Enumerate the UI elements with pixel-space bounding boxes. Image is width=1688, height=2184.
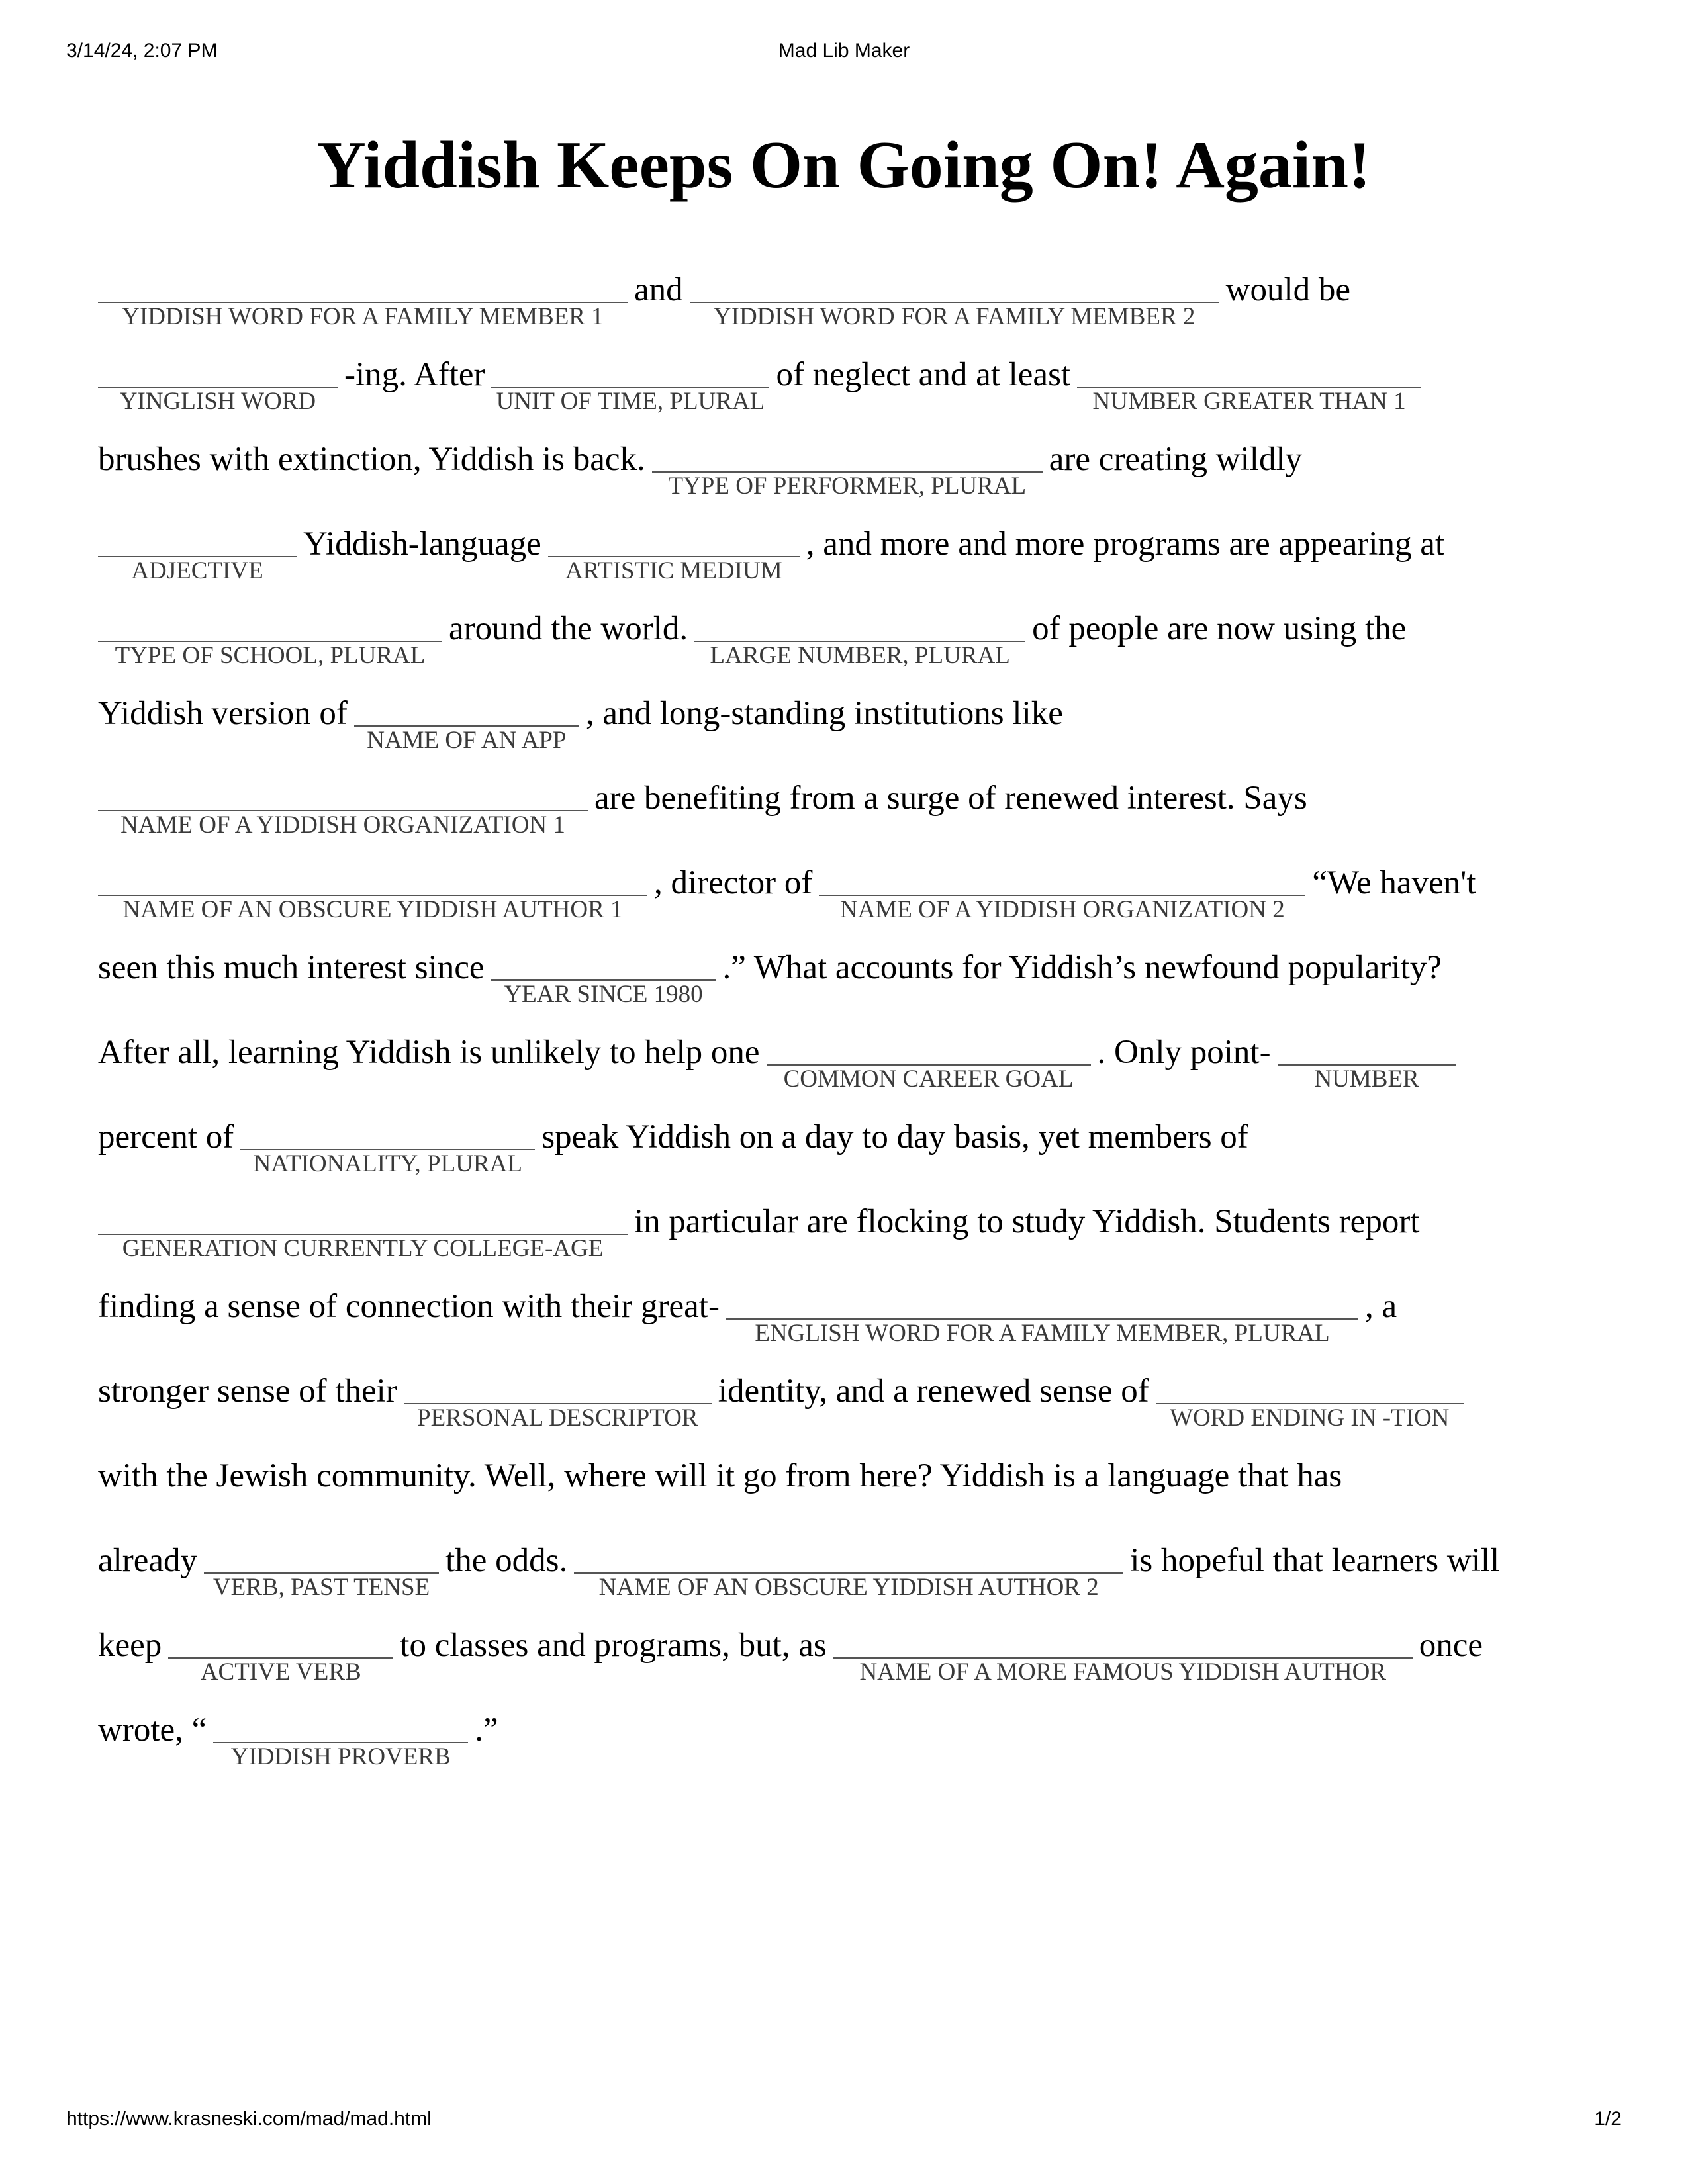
print-page-number: 1/2 — [1594, 2108, 1622, 2130]
story-line — [98, 1105, 1594, 1190]
story-line — [98, 851, 1594, 936]
blank-word-ending-in-tion[interactable] — [1156, 1359, 1464, 1432]
blank-label: GENERATION CURRENTLY COLLEGE-AGE — [122, 1235, 604, 1262]
story-line — [98, 1359, 1594, 1444]
story-text: , a — [1364, 1288, 1397, 1325]
story-text: around the world. — [449, 610, 688, 647]
story-text: finding a sense of connection with their great- — [98, 1288, 720, 1325]
blank-yiddish-organization-1[interactable] — [98, 766, 588, 839]
blank-label: NAME OF A YIDDISH ORGANIZATION 2 — [839, 896, 1285, 923]
story-text: , director of — [654, 864, 813, 901]
blank-english-family-member[interactable] — [726, 1275, 1358, 1347]
blank-type-of-school[interactable] — [98, 597, 442, 670]
story-text: the odds. — [445, 1542, 568, 1579]
page-title: Yiddish Keeps On Going On! Again! — [317, 128, 1371, 203]
blank-yiddish-proverb[interactable] — [213, 1698, 468, 1771]
story-line — [98, 1190, 1594, 1275]
blank-adjective[interactable] — [98, 512, 297, 585]
blank-label: TYPE OF SCHOOL, PLURAL — [115, 642, 426, 669]
blank-obscure-author-2[interactable] — [574, 1529, 1123, 1602]
blank-yinglish-word[interactable] — [98, 343, 338, 416]
blank-large-number[interactable] — [694, 597, 1025, 670]
blank-name-of-app[interactable] — [354, 682, 579, 754]
blank-family-member-2[interactable] — [690, 258, 1219, 331]
story-text: stronger sense of their — [98, 1373, 397, 1410]
story-text: brushes with extinction, Yiddish is back. — [98, 441, 645, 478]
story-text: would be — [1225, 271, 1351, 308]
blank-nationality[interactable] — [240, 1105, 535, 1178]
story-line — [98, 1698, 1594, 1783]
blank-number-greater-than-1[interactable] — [1077, 343, 1421, 416]
blank-label: ENGLISH WORD FOR A FAMILY MEMBER, PLURAL — [755, 1320, 1330, 1347]
blank-label: NUMBER — [1314, 1066, 1419, 1093]
story-text: .” What accounts for Yiddish’s newfound popularity? — [722, 949, 1442, 986]
blank-family-member-1[interactable] — [98, 258, 628, 331]
blank-label: LARGE NUMBER, PLURAL — [710, 642, 1010, 669]
story-line — [98, 936, 1594, 1021]
story-line — [98, 766, 1594, 851]
blank-generation[interactable] — [98, 1190, 628, 1263]
story-text: .” — [475, 1711, 498, 1749]
story-line — [98, 428, 1594, 512]
story-line — [98, 1614, 1594, 1698]
print-datetime: 3/14/24, 2:07 PM — [66, 40, 218, 62]
story-text: identity, and a renewed sense of — [718, 1373, 1149, 1410]
blank-label: YEAR SINCE 1980 — [504, 981, 703, 1008]
story-line — [98, 1444, 1594, 1529]
blank-label: NUMBER GREATER THAN 1 — [1092, 388, 1406, 415]
story-text: to classes and programs, but, as — [400, 1627, 827, 1664]
blank-label: NAME OF A YIDDISH ORGANIZATION 1 — [120, 811, 565, 839]
blank-label: YIDDISH PROVERB — [230, 1743, 451, 1770]
story-text: keep — [98, 1627, 162, 1664]
blank-personal-descriptor[interactable] — [404, 1359, 712, 1432]
blank-label: TYPE OF PERFORMER, PLURAL — [668, 473, 1027, 500]
story-text: “We haven't — [1312, 864, 1476, 901]
story-text: , and more and more programs are appearing at — [806, 525, 1445, 563]
blank-label: YIDDISH WORD FOR A FAMILY MEMBER 1 — [122, 303, 604, 330]
blank-number[interactable] — [1278, 1021, 1456, 1093]
blank-label: YIDDISH WORD FOR A FAMILY MEMBER 2 — [713, 303, 1196, 330]
blank-label: YINGLISH WORD — [119, 388, 316, 415]
blank-artistic-medium[interactable] — [548, 512, 800, 585]
blank-label: ARTISTIC MEDIUM — [565, 557, 782, 584]
story-line — [98, 1529, 1594, 1614]
blank-label: NAME OF A MORE FAMOUS YIDDISH AUTHOR — [859, 1659, 1387, 1686]
blank-label: VERB, PAST TENSE — [212, 1574, 430, 1601]
blank-label: NAME OF AN OBSCURE YIDDISH AUTHOR 2 — [598, 1574, 1099, 1601]
story-text: once — [1419, 1627, 1483, 1664]
story-text: already — [98, 1542, 198, 1579]
blank-label: ACTIVE VERB — [200, 1659, 361, 1686]
blank-label: UNIT OF TIME, PLURAL — [496, 388, 765, 415]
story-text: are creating wildly — [1049, 441, 1303, 478]
story-text: seen this much interest since — [98, 949, 485, 986]
blank-label: NAME OF AN OBSCURE YIDDISH AUTHOR 1 — [122, 896, 623, 923]
story-text: speak Yiddish on a day to day basis, yet members of — [541, 1118, 1248, 1156]
print-site-title: Mad Lib Maker — [778, 40, 910, 62]
story-text: -ing. After — [344, 356, 485, 393]
blank-yiddish-organization-2[interactable] — [819, 851, 1305, 924]
story-text: of people are now using the — [1032, 610, 1407, 647]
blank-label: PERSONAL DESCRIPTOR — [417, 1404, 698, 1432]
blank-label: NAME OF AN APP — [367, 727, 567, 754]
blank-active-verb[interactable] — [168, 1614, 393, 1686]
blank-year-since-1980[interactable] — [491, 936, 716, 1009]
story-text: , and long-standing institutions like — [585, 695, 1063, 732]
story-line — [98, 343, 1594, 428]
story-line — [98, 512, 1594, 597]
story-text: wrote, “ — [98, 1711, 207, 1749]
blank-obscure-author-1[interactable] — [98, 851, 647, 924]
madlib-story — [98, 258, 1594, 1783]
story-text: and — [634, 271, 683, 308]
story-line — [98, 258, 1594, 343]
blank-famous-author[interactable] — [833, 1614, 1413, 1686]
story-text: are benefiting from a surge of renewed interest. Says — [594, 780, 1307, 817]
story-line — [98, 1275, 1594, 1359]
story-text: of neglect and at least — [776, 356, 1071, 393]
story-line — [98, 682, 1594, 766]
story-text: . Only point- — [1097, 1034, 1271, 1071]
blank-label: WORD ENDING IN -TION — [1170, 1404, 1450, 1432]
story-line — [98, 597, 1594, 682]
story-text: is hopeful that learners will — [1130, 1542, 1500, 1579]
story-text: Yiddish-language — [303, 525, 541, 563]
blank-verb-past-tense[interactable] — [204, 1529, 439, 1602]
story-line — [98, 1021, 1594, 1105]
print-url: https://www.krasneski.com/mad/mad.html — [66, 2108, 432, 2130]
story-text: in particular are flocking to study Yiddish. Students report — [634, 1203, 1420, 1240]
blank-unit-of-time[interactable] — [491, 343, 769, 416]
story-text: with the Jewish community. Well, where will it go from here? Yiddish is a language that has — [98, 1457, 1342, 1494]
story-text: Yiddish version of — [98, 695, 348, 732]
blank-label: COMMON CAREER GOAL — [783, 1066, 1074, 1093]
blank-label: ADJECTIVE — [131, 557, 263, 584]
story-text: percent of — [98, 1118, 234, 1156]
story-text: After all, learning Yiddish is unlikely to help one — [98, 1034, 760, 1071]
blank-common-career-goal[interactable] — [767, 1021, 1091, 1093]
blank-type-of-performer[interactable] — [652, 428, 1043, 500]
blank-label: NATIONALITY, PLURAL — [253, 1150, 522, 1177]
